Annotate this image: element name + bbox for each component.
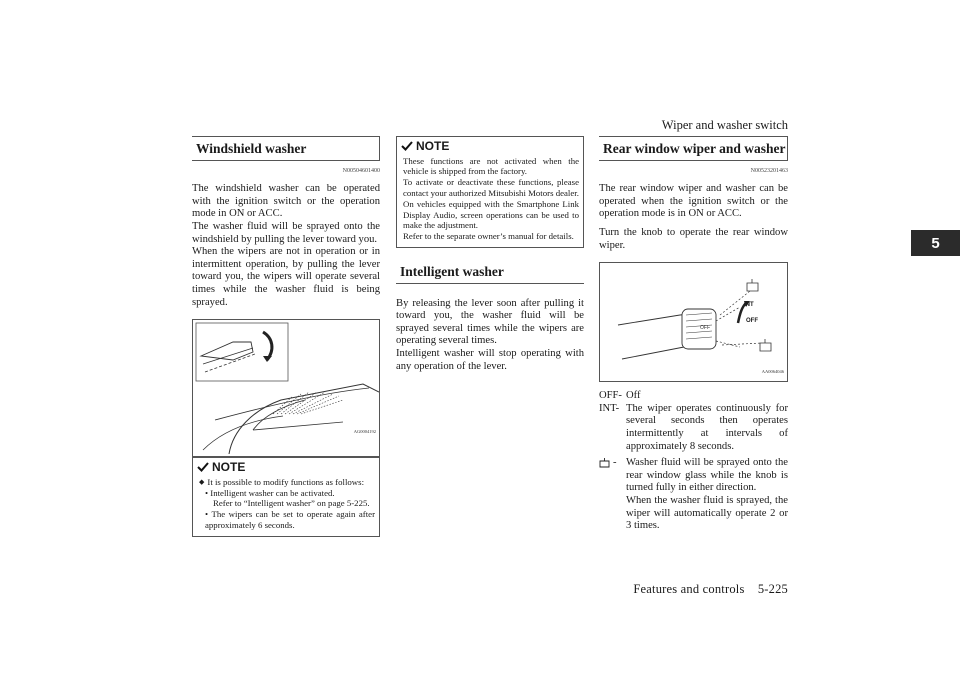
note-intro: It is possible to modify functions as follows: [207,476,365,487]
rear-wiper-knob-illustration [599,262,788,382]
definition-value: Washer fluid will be sprayed onto the rear window glass while the knob is turned fully in either direction. [626,457,788,494]
definition-key: OFF- [599,390,622,402]
note-item: Refer to “Intelligent washer” on page 5-225. [213,498,370,509]
note-item: • Intelligent washer can be activated. [205,487,335,498]
note-header [193,458,379,477]
svg-text:OFF: OFF [700,325,710,332]
definition-key: INT- [599,402,620,414]
paragraph: Intelligent washer will stop operating with any operation of the lever. [396,347,584,372]
note-header [397,137,583,156]
note-title: NOTE [212,460,246,475]
section-title-windshield-washer: Windshield washer [192,136,380,161]
note-body [397,156,583,247]
note-check-icon [401,141,413,151]
right-column [599,136,788,533]
section-title-intelligent-washer: Intelligent washer [396,260,584,284]
definition-key [599,457,626,495]
note-check-icon [197,462,209,472]
wiper-lever-drawing [600,263,787,379]
note-line: These functions are not activated when the vehicle is shipped from the factory. [403,155,579,177]
paragraph: When the wipers are not in operation or in intermittent operation, by pulling the lever toward you, the wipers will operate several times while the washer fluid is being sprayed. [192,246,380,308]
note-box [396,136,584,248]
definition-key-text: - [613,457,617,469]
running-header: Wiper and washer switch [661,118,788,132]
paragraph: By releasing the lever soon after pulling it toward you, the washer fluid will be sprayed several times while the wipers are operating several times. [396,297,584,347]
note-line: Refer to the separate owner’s manual for details. [403,231,574,242]
section-title-rear-wiper: Rear window wiper and washer [599,136,788,161]
definition-value: The wiper operates continuously for several seconds then operates intermittently at intervals of approximately 8 seconds. [626,402,788,452]
chapter-tab: 5 [911,230,960,256]
definition-value: When the washer fluid is sprayed, the wiper will automatically operate 2 or 3 times. [626,494,788,532]
definition-key [599,495,626,533]
definition-value: Off [626,390,641,402]
footer-page-number: 5-225 [757,582,788,596]
note-box [192,457,380,537]
bullet-diamond-icon: ◆ [199,477,205,486]
note-bullet [199,477,375,488]
definition-row [599,390,788,403]
definition-list [599,390,788,533]
definition-row [599,495,788,533]
off-label: OFF [746,318,758,325]
paragraph: The rear window wiper and washer can be operated when the ignition switch or the operation mode is in ON or ACC. [599,183,788,220]
int-label: INT [744,302,754,309]
note-line: On vehicles equipped with the Smartphone Link Display Audio, screen operations can be used to make the adjustment. [403,198,579,231]
windshield-spray-drawing [193,320,379,454]
page-footer [633,582,788,597]
paragraph: Turn the knob to operate the rear window wiper. [599,226,788,251]
definition-row [599,457,788,495]
paragraph: The windshield washer can be operated with the ignition switch or the operation mode in ON or ACC. [192,183,380,220]
washer-icon [599,458,613,468]
section-code: N00523201463 [750,167,788,174]
note-item: • The wipers can be set to operate again after approximately 6 seconds. [205,509,375,530]
left-column [192,136,380,537]
note-line: To activate or deactivate these functions, please contact your authorized Mitsubishi Motors dealer. [403,177,579,198]
illustration-code: AA0064046 [761,368,784,374]
windshield-washer-illustration [192,319,380,457]
middle-column [396,136,584,373]
note-body [193,477,379,536]
footer-section-label: Features and controls [633,582,745,596]
paragraph: The washer fluid will be sprayed onto the windshield by pulling the lever toward you. [192,220,380,245]
definition-row [599,403,788,453]
illustration-code: AG0004192 [353,428,376,434]
note-title: NOTE [416,139,450,153]
section-code: N00504601400 [342,167,380,174]
